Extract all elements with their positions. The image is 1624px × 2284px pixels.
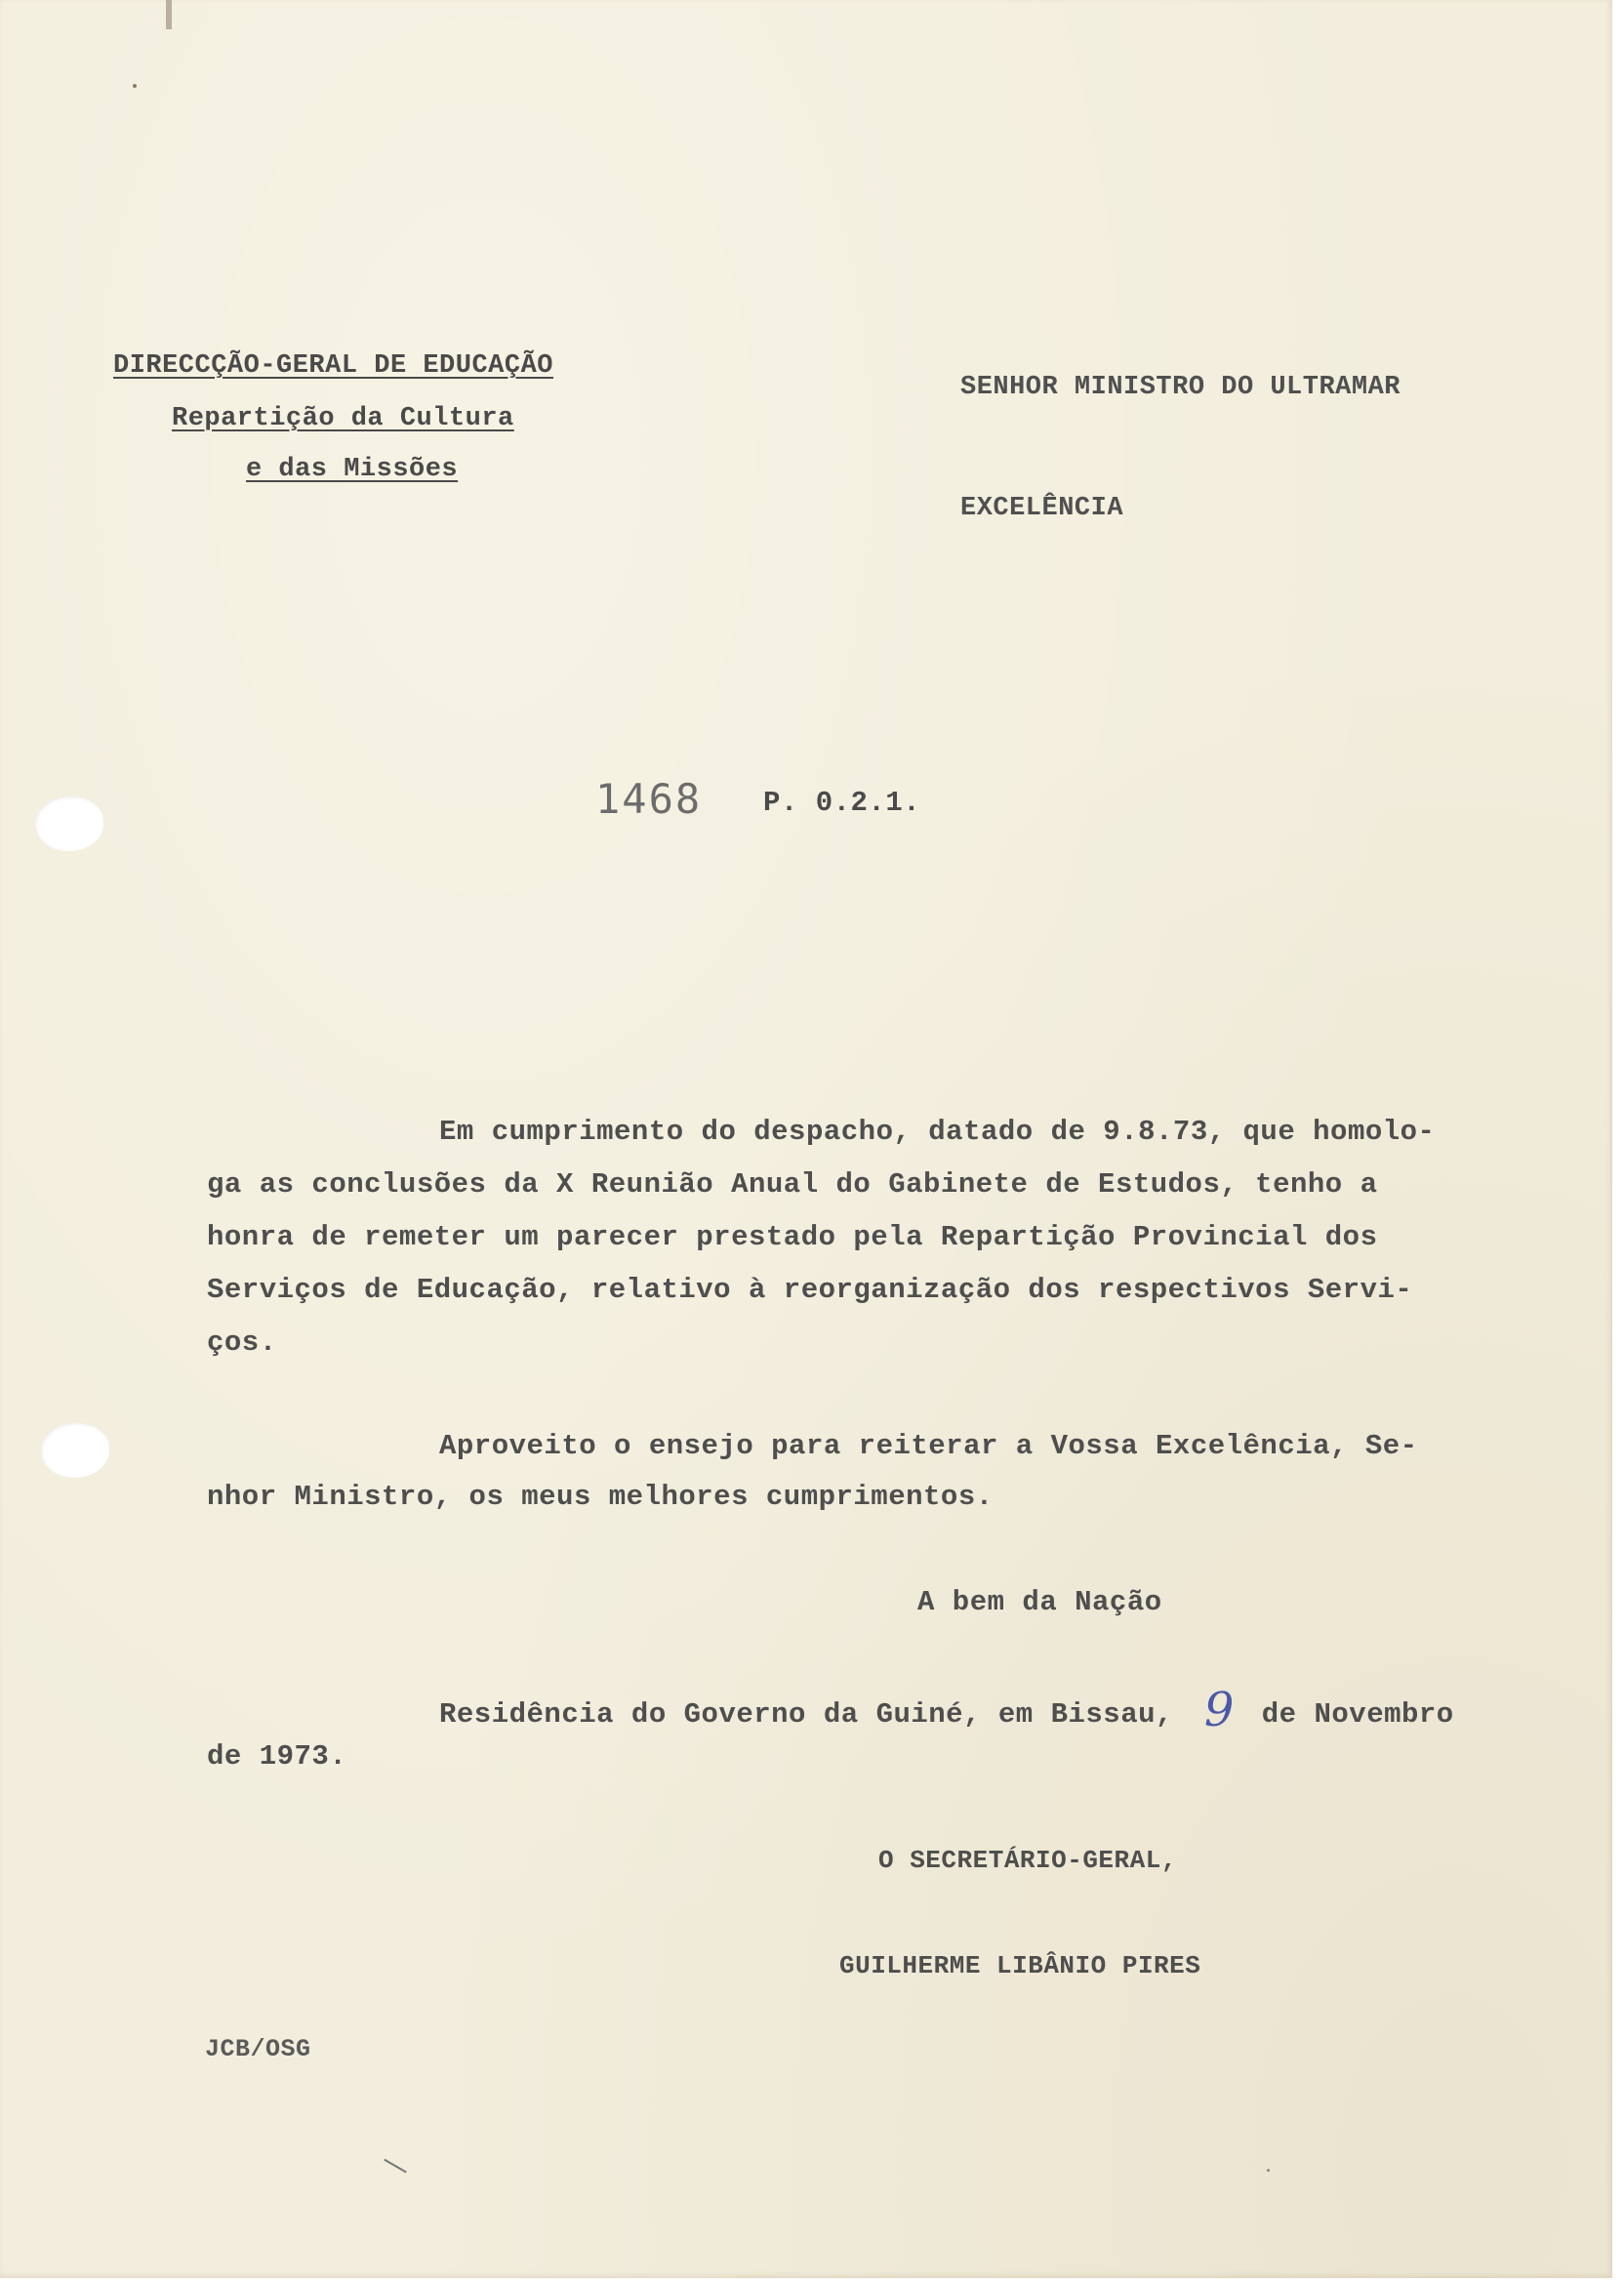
closing-motto: A bem da Nação <box>917 1586 1162 1618</box>
paragraph-line: Aproveito o ensejo para reiterar a Vossa Excelência, Se- <box>439 1430 1418 1462</box>
punch-hole-top <box>35 796 103 851</box>
salutation: EXCELÊNCIA <box>960 494 1124 523</box>
paper-mark <box>133 84 137 88</box>
department-line-2: Repartição da Cultura <box>172 404 514 433</box>
paragraph-line: Serviços de Educação, relativo à reorganização dos respectivos Servi- <box>207 1274 1413 1306</box>
signatory-name: GUILHERME LIBÂNIO PIRES <box>839 1951 1201 1980</box>
signatory-title: O SECRETÁRIO-GERAL, <box>878 1846 1177 1875</box>
paper-mark <box>384 2159 407 2174</box>
paragraph-line: honra de remeter um parecer prestado pela Repartição Provincial dos <box>207 1221 1378 1253</box>
handwritten-day: 9 <box>1203 1683 1235 1737</box>
paper-mark <box>1267 2169 1270 2172</box>
paragraph-line: ços. <box>207 1326 277 1359</box>
file-code: P. 0.2.1. <box>763 787 921 819</box>
addressee: SENHOR MINISTRO DO ULTRAMAR <box>960 373 1401 402</box>
paragraph-line: ga as conclusões da X Reunião Anual do Gabinete de Estudos, tenho a <box>207 1168 1378 1201</box>
paragraph-line: Em cumprimento do despacho, datado de 9.8.73, que homolo- <box>439 1116 1436 1148</box>
paper-mark <box>166 0 172 29</box>
paragraph-line: nhor Ministro, os meus melhores cumprimentos. <box>207 1481 994 1513</box>
place-date-suffix: de Novembro <box>1261 1698 1454 1731</box>
punch-hole-bottom <box>41 1423 109 1478</box>
place-date-line-2: de 1973. <box>207 1740 347 1773</box>
department-line-3: e das Missões <box>246 455 459 484</box>
stamp-number: 1468 <box>595 775 703 823</box>
department-line-1: DIRECCÇÃO-GERAL DE EDUCAÇÃO <box>113 351 553 381</box>
reference-initials: JCB/OSG <box>205 2035 311 2063</box>
place-date-prefix: Residência do Governo da Guiné, em Bissau, <box>439 1698 1173 1731</box>
place-date-line-1 <box>439 1681 1454 1740</box>
